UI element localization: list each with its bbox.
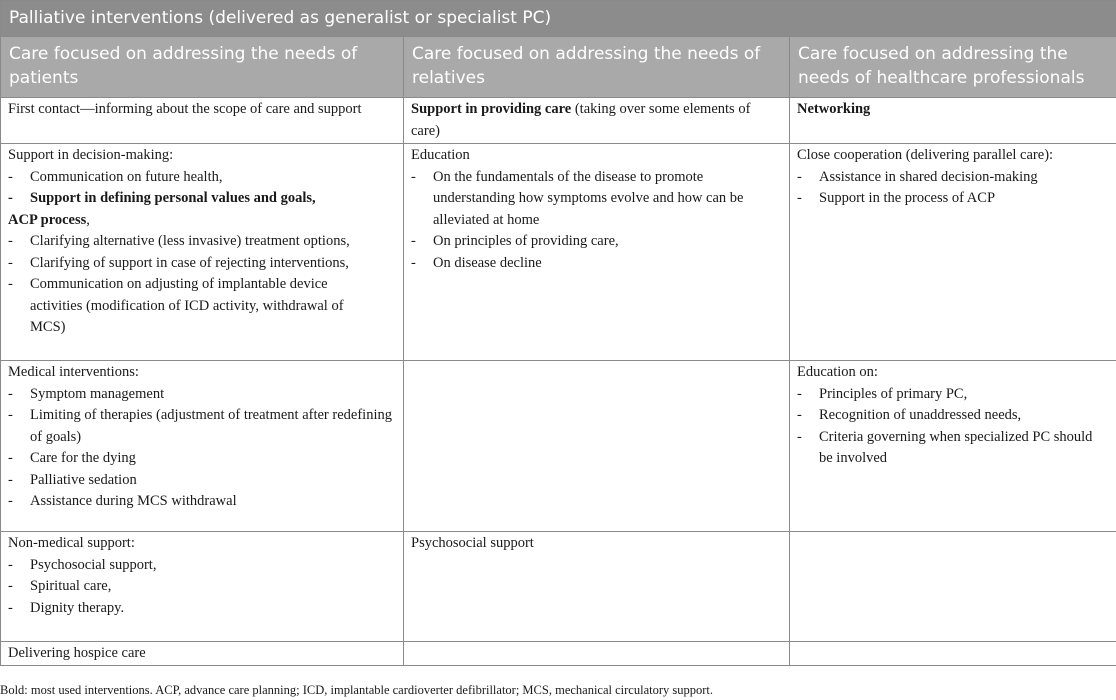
- cell-relatives-support-care: Support in providing care (taking over some elements of care): [404, 98, 790, 144]
- list-item: - On principles of providing care,: [411, 231, 782, 253]
- cell-heading: Close cooperation (delivering parallel care):: [797, 147, 1054, 163]
- table-header-row: [1, 37, 1116, 98]
- cell-heading: Non-medical support:: [8, 535, 135, 551]
- cell-patients-medical: [1, 361, 404, 532]
- item-list: [8, 555, 396, 620]
- cell-patients-decision-making: [1, 144, 404, 361]
- table-row: [1, 361, 1116, 532]
- header-patients: Care focused on addressing the needs of patients: [1, 37, 404, 98]
- cell-heading: Support in decision-making:: [8, 147, 174, 163]
- list-item: - Communication on adjusting of implantable device activities (modification of ICD activity, withdrawal of MCS): [8, 274, 396, 339]
- table-row: [1, 144, 1116, 361]
- item-list: [8, 231, 396, 339]
- item-list: [411, 167, 782, 275]
- list-item: - Assistance during MCS withdrawal: [8, 491, 396, 513]
- cell-heading: Education: [411, 147, 470, 163]
- table-footnote: Bold: most used interventions. ACP, advance care planning; ICD, implantable cardioverter defibrillator; MCS, mechanical circulatory support.: [0, 683, 714, 697]
- cell-professionals-networking: [790, 98, 1116, 144]
- list-item: - Communication on future health,: [8, 167, 396, 189]
- cell-professionals-education: [790, 361, 1116, 532]
- table-row: [1, 642, 1116, 666]
- list-item: - Support in defining personal values and goals,: [8, 188, 396, 210]
- cell-heading: Education on:: [797, 364, 878, 380]
- list-item: - Palliative sedation: [8, 470, 396, 492]
- cell-professionals-cooperation: [790, 144, 1116, 361]
- list-item: - On the fundamentals of the disease to promote understanding how symptoms evolve and how can be alleviated at home: [411, 167, 782, 232]
- list-item: - Clarifying of support in case of rejecting interventions,: [8, 253, 396, 275]
- cell-professionals-empty: [790, 642, 1116, 666]
- table-title: Palliative interventions (delivered as generalist or specialist PC): [1, 1, 1116, 37]
- table-row: [1, 98, 1116, 144]
- cell-patients-non-medical: [1, 532, 404, 642]
- list-item: - Support in the process of ACP: [797, 188, 1109, 210]
- list-item: - Dignity therapy.: [8, 598, 396, 620]
- list-item: - Symptom management: [8, 384, 396, 406]
- list-item: - On disease decline: [411, 253, 782, 275]
- acp-line: ACP process,: [8, 211, 90, 228]
- list-item: - Recognition of unaddressed needs,: [797, 405, 1109, 427]
- bold-text: Networking: [797, 101, 871, 117]
- list-item: - Criteria governing when specialized PC should be involved: [797, 427, 1109, 470]
- bold-text: Support in providing care: [411, 101, 572, 117]
- list-item: - Clarifying alternative (less invasive) treatment options,: [8, 231, 396, 253]
- cell-patients-hospice: Delivering hospice care: [1, 642, 404, 666]
- list-item: - Assistance in shared decision-making: [797, 167, 1109, 189]
- cell-professionals-empty: [790, 532, 1116, 642]
- cell-relatives-psychosocial: Psychosocial support: [404, 532, 790, 642]
- list-item: - Spiritual care,: [8, 576, 396, 598]
- item-list: [797, 167, 1109, 210]
- cell-patients-first-contact: First contact—informing about the scope of care and support: [1, 98, 404, 144]
- list-item: - Limiting of therapies (adjustment of treatment after redefining of goals): [8, 405, 396, 448]
- cell-relatives-empty: [404, 361, 790, 532]
- cell-relatives-education: [404, 144, 790, 361]
- table-title-row: [1, 1, 1116, 37]
- cell-heading: Medical interventions:: [8, 364, 139, 380]
- cell-relatives-empty: [404, 642, 790, 666]
- header-professionals: Care focused on addressing the needs of healthcare professionals: [790, 37, 1116, 98]
- table-row: [1, 532, 1116, 642]
- list-item: - Care for the dying: [8, 448, 396, 470]
- item-list: [8, 167, 396, 210]
- item-list: [797, 384, 1109, 470]
- item-list: [8, 384, 396, 513]
- header-relatives: Care focused on addressing the needs of relatives: [404, 37, 790, 98]
- list-item: - Psychosocial support,: [8, 555, 396, 577]
- list-item: - Principles of primary PC,: [797, 384, 1109, 406]
